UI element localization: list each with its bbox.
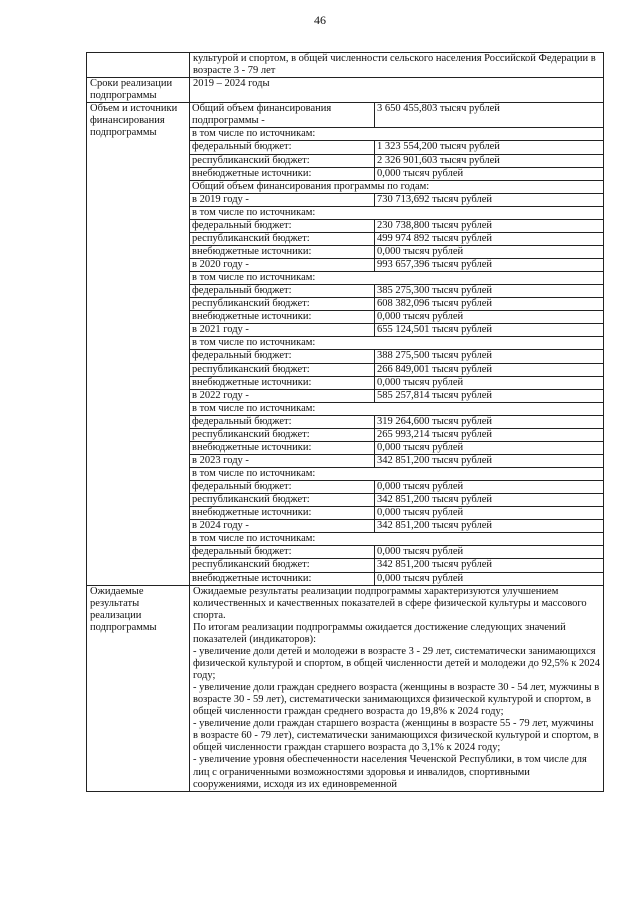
year-republic-row bbox=[190, 428, 603, 441]
republic-label: республиканский бюджет: bbox=[190, 428, 375, 441]
federal-label: федеральный бюджет: bbox=[190, 285, 375, 298]
republic-label: республиканский бюджет: bbox=[190, 494, 375, 507]
year-federal-row bbox=[190, 415, 603, 428]
year-label: в 2019 году - bbox=[190, 193, 375, 206]
year-sources-row bbox=[190, 337, 603, 350]
funding-sources-label: в том числе по источникам: bbox=[190, 128, 603, 141]
results-row bbox=[87, 585, 604, 791]
year-extra-value: 0,000 тысяч рублей bbox=[375, 441, 604, 454]
year-label: в 2024 году - bbox=[190, 520, 375, 533]
federal-label: федеральный бюджет: bbox=[190, 415, 375, 428]
year-federal-row bbox=[190, 546, 603, 559]
terms-row bbox=[87, 78, 604, 103]
republic-value: 2 326 901,603 тысяч рублей bbox=[375, 154, 604, 167]
extra-label: внебюджетные источники: bbox=[190, 311, 375, 324]
year-extra-row bbox=[190, 441, 603, 454]
year-federal-value: 385 275,300 тысяч рублей bbox=[375, 285, 604, 298]
results-text bbox=[190, 585, 604, 791]
terms-value: 2019 – 2024 годы bbox=[190, 78, 604, 103]
extra-label: внебюджетные источники: bbox=[190, 572, 375, 585]
federal-label: федеральный бюджет: bbox=[190, 481, 375, 494]
funding-republic-row bbox=[190, 154, 603, 167]
year-sources-label: в том числе по источникам: bbox=[190, 402, 603, 415]
year-label: в 2020 году - bbox=[190, 259, 375, 272]
extra-label: внебюджетные источники: bbox=[190, 167, 375, 180]
year-total-row bbox=[190, 193, 603, 206]
year-federal-row bbox=[190, 350, 603, 363]
year-extra-row bbox=[190, 376, 603, 389]
intro-text: культурой и спортом, в общей численности сельского населения Российской Федерации в возрасте 3 - 79 лет bbox=[190, 53, 604, 78]
funding-extra-row bbox=[190, 167, 603, 180]
results-label: Ожидаемые результаты реализации подпрограммы bbox=[87, 585, 190, 791]
results-paragraph: - увеличение уровня обеспеченности населения Чеченской Республики, в том числе для лиц с ограниченными возможностями здоровья и инвалидов, спортивными сооружениями, исходя из их единовременной bbox=[193, 754, 587, 790]
year-extra-row bbox=[190, 572, 603, 585]
year-federal-value: 0,000 тысяч рублей bbox=[375, 481, 604, 494]
funding-by-years-label: Общий объем финансирования программы по годам: bbox=[190, 180, 603, 193]
year-republic-value: 265 993,214 тысяч рублей bbox=[375, 428, 604, 441]
year-federal-value: 388 275,500 тысяч рублей bbox=[375, 350, 604, 363]
year-extra-row bbox=[190, 507, 603, 520]
funding-total-row bbox=[190, 103, 603, 128]
year-total-value: 342 851,200 тысяч рублей bbox=[375, 454, 604, 467]
year-total-value: 730 713,692 тысяч рублей bbox=[375, 193, 604, 206]
year-label: в 2022 году - bbox=[190, 389, 375, 402]
year-republic-value: 499 974 892 тысяч рублей bbox=[375, 232, 604, 245]
year-total-row bbox=[190, 324, 603, 337]
year-sources-row bbox=[190, 272, 603, 285]
funding-label: Объем и источники финансирования подпрограммы bbox=[87, 103, 190, 585]
extra-label: внебюджетные источники: bbox=[190, 245, 375, 258]
year-sources-row bbox=[190, 533, 603, 546]
year-sources-label: в том числе по источникам: bbox=[190, 533, 603, 546]
year-total-row bbox=[190, 454, 603, 467]
year-total-value: 655 124,501 тысяч рублей bbox=[375, 324, 604, 337]
federal-value: 1 323 554,200 тысяч рублей bbox=[375, 141, 604, 154]
intro-left-cell bbox=[87, 53, 190, 78]
year-sources-row bbox=[190, 402, 603, 415]
extra-label: внебюджетные источники: bbox=[190, 376, 375, 389]
year-total-value: 993 657,396 тысяч рублей bbox=[375, 259, 604, 272]
results-paragraph: Ожидаемые результаты реализации подпрограммы характеризуются улучшением количественных и качественных показателей в сфере физической культуры и массового спорта. bbox=[193, 585, 587, 621]
year-republic-row bbox=[190, 363, 603, 376]
year-federal-value: 0,000 тысяч рублей bbox=[375, 546, 604, 559]
year-republic-value: 608 382,096 тысяч рублей bbox=[375, 298, 604, 311]
year-label: в 2023 году - bbox=[190, 454, 375, 467]
year-sources-row bbox=[190, 468, 603, 481]
year-total-row bbox=[190, 520, 603, 533]
funding-total-label: Общий объем финансирования подпрограммы - bbox=[190, 103, 375, 128]
passport-table bbox=[86, 52, 604, 792]
republic-label: республиканский бюджет: bbox=[190, 154, 375, 167]
year-extra-value: 0,000 тысяч рублей bbox=[375, 376, 604, 389]
year-federal-value: 230 738,800 тысяч рублей bbox=[375, 219, 604, 232]
extra-value: 0,000 тысяч рублей bbox=[375, 167, 604, 180]
year-sources-label: в том числе по источникам: bbox=[190, 468, 603, 481]
federal-label: федеральный бюджет: bbox=[190, 546, 375, 559]
extra-label: внебюджетные источники: bbox=[190, 441, 375, 454]
year-extra-value: 0,000 тысяч рублей bbox=[375, 507, 604, 520]
funding-by-years-row bbox=[190, 180, 603, 193]
year-republic-row bbox=[190, 232, 603, 245]
year-republic-value: 266 849,001 тысяч рублей bbox=[375, 363, 604, 376]
intro-row bbox=[87, 53, 604, 78]
year-sources-label: в том числе по источникам: bbox=[190, 337, 603, 350]
year-total-value: 342 851,200 тысяч рублей bbox=[375, 520, 604, 533]
year-sources-label: в том числе по источникам: bbox=[190, 206, 603, 219]
year-republic-value: 342 851,200 тысяч рублей bbox=[375, 494, 604, 507]
federal-label: федеральный бюджет: bbox=[190, 350, 375, 363]
year-republic-row bbox=[190, 298, 603, 311]
year-total-row bbox=[190, 389, 603, 402]
results-paragraph: - увеличение доли граждан старшего возраста (женщины в возрасте 55 - 79 лет, мужчины в возрасте 60 - 79 лет), систематически занимающихся физической культурой и спортом, в общей численности граждан старшего возраста до 3,1% к 2024 году; bbox=[193, 718, 599, 754]
year-extra-row bbox=[190, 245, 603, 258]
extra-label: внебюджетные источники: bbox=[190, 507, 375, 520]
federal-label: федеральный бюджет: bbox=[190, 219, 375, 232]
funding-row bbox=[87, 103, 604, 585]
republic-label: республиканский бюджет: bbox=[190, 559, 375, 572]
year-sources-row bbox=[190, 206, 603, 219]
republic-label: республиканский бюджет: bbox=[190, 232, 375, 245]
year-extra-value: 0,000 тысяч рублей bbox=[375, 311, 604, 324]
results-paragraph: По итогам реализации подпрограммы ожидается достижение следующих значений показателей (индикаторов): bbox=[193, 621, 566, 645]
year-federal-row bbox=[190, 219, 603, 232]
year-republic-row bbox=[190, 559, 603, 572]
results-paragraph: - увеличение доли детей и молодежи в возрасте 3 - 29 лет, систематически занимающихся физической культурой и спортом, в общей численности детей и молодежи до 92,5% к 2024 году; bbox=[193, 645, 600, 681]
year-federal-value: 319 264,600 тысяч рублей bbox=[375, 415, 604, 428]
page-number: 46 bbox=[314, 13, 326, 27]
year-republic-row bbox=[190, 494, 603, 507]
federal-label: федеральный бюджет: bbox=[190, 141, 375, 154]
year-label: в 2021 году - bbox=[190, 324, 375, 337]
funding-federal-row bbox=[190, 141, 603, 154]
year-extra-value: 0,000 тысяч рублей bbox=[375, 245, 604, 258]
results-paragraph: - увеличение доли граждан среднего возраста (женщины в возрасте 30 - 54 лет, мужчины в возрасте 30 - 59 лет), систематически занимающихся физической культурой и спортом, в общей численности граждан среднего возраста до 19,8% к 2024 году; bbox=[193, 682, 600, 718]
funding-table bbox=[190, 103, 603, 584]
funding-cell bbox=[190, 103, 604, 585]
republic-label: республиканский бюджет: bbox=[190, 363, 375, 376]
year-extra-value: 0,000 тысяч рублей bbox=[375, 572, 604, 585]
year-total-row bbox=[190, 259, 603, 272]
funding-sources-row bbox=[190, 128, 603, 141]
funding-total-value: 3 650 455,803 тысяч рублей bbox=[375, 103, 604, 128]
year-sources-label: в том числе по источникам: bbox=[190, 272, 603, 285]
year-federal-row bbox=[190, 285, 603, 298]
year-republic-value: 342 851,200 тысяч рублей bbox=[375, 559, 604, 572]
year-total-value: 585 257,814 тысяч рублей bbox=[375, 389, 604, 402]
year-extra-row bbox=[190, 311, 603, 324]
terms-label: Сроки реализации подпрограммы bbox=[87, 78, 190, 103]
republic-label: республиканский бюджет: bbox=[190, 298, 375, 311]
year-federal-row bbox=[190, 481, 603, 494]
